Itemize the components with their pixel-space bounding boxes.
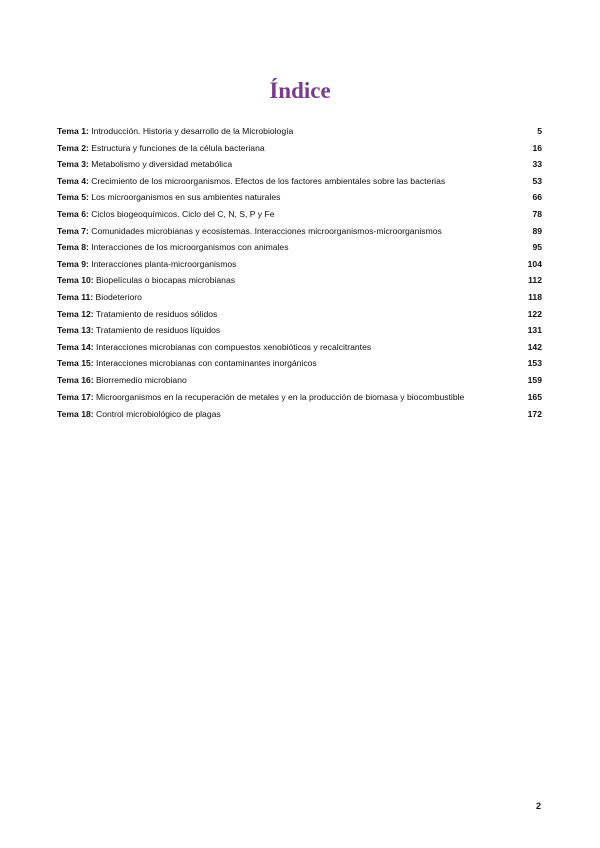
toc-label: Tema 3:	[57, 159, 89, 170]
toc-label: Tema 13:	[57, 325, 94, 336]
toc-row-5[interactable]	[57, 189, 542, 206]
toc-label: Tema 1:	[57, 126, 89, 136]
toc-page: 142	[527, 341, 542, 352]
toc-page: 172	[527, 408, 542, 419]
toc-row-13[interactable]	[57, 322, 542, 339]
toc-text: Biodeterioro	[95, 291, 142, 302]
toc-label: Tema 10:	[57, 275, 94, 286]
toc-label: Tema 6:	[57, 208, 89, 219]
toc-page: 122	[527, 308, 542, 319]
toc-row-9[interactable]	[57, 256, 542, 273]
toc-page: 104	[527, 258, 542, 269]
toc-text: Interacciones de los microorganismos con animales	[91, 242, 289, 253]
toc-text: Comunidades microbianas y ecosistemas. Interacciones microorganismos-microorganismos	[91, 225, 442, 236]
toc-text: Control microbiológico de plagas	[96, 408, 221, 419]
toc-page: 33	[532, 159, 542, 170]
toc-page: 53	[532, 175, 542, 186]
toc-label: Tema 12:	[57, 308, 94, 319]
toc-page: 118	[528, 291, 542, 302]
toc-row-14[interactable]	[57, 339, 542, 356]
toc-label: Tema 11:	[57, 291, 94, 302]
toc-label: Tema 2:	[57, 142, 89, 153]
toc-row-16[interactable]	[57, 372, 542, 389]
toc-text: Interacciones planta-microorganismos	[91, 258, 237, 269]
toc-label: Tema 9:	[57, 258, 89, 269]
toc-text: Microorganismos en la recuperación de metales y en la producción de biomasa y biocombustible	[96, 391, 465, 402]
toc-page: 5	[537, 126, 542, 136]
toc-text: Interacciones microbianas con contaminantes inorgánicos	[96, 358, 317, 369]
page-number: 2	[536, 801, 542, 811]
toc-page: 159	[527, 374, 542, 385]
toc-row-2[interactable]	[57, 140, 542, 157]
toc-page: 89	[532, 225, 542, 236]
toc-label: Tema 17:	[57, 391, 94, 402]
toc-text: Estructura y funciones de la célula bacteriana	[91, 142, 265, 153]
toc-label: Tema 15:	[57, 358, 94, 369]
toc-label: Tema 5:	[57, 192, 89, 203]
toc-row-4[interactable]	[57, 173, 542, 190]
toc-text: Tratamiento de residuos sólidos	[95, 308, 218, 319]
toc-row-1[interactable]	[57, 123, 542, 140]
toc-row-3[interactable]	[57, 156, 542, 173]
toc-text: Metabolismo y diversidad metabólica	[91, 159, 233, 170]
toc-page: 153	[527, 358, 542, 369]
toc-text: Interacciones microbianas con compuestos xenobióticos y recalcitrantes	[96, 341, 372, 352]
toc-text: Tratamiento de residuos líquidos	[95, 325, 221, 336]
toc-row-17[interactable]	[57, 389, 542, 406]
toc-text: Introducción. Historia y desarrollo de la Microbiología	[91, 126, 294, 136]
toc-row-8[interactable]	[57, 239, 542, 256]
toc-label: Tema 8:	[57, 242, 89, 253]
toc-text: Biorremedio microbiano	[96, 374, 187, 385]
toc-page: 66	[532, 192, 542, 203]
toc-page: 112	[528, 275, 542, 286]
toc-text: Biopelículas o biocapas microbianas	[96, 275, 236, 286]
toc-row-18[interactable]	[57, 406, 542, 423]
toc-row-12[interactable]	[57, 306, 542, 323]
page-title: Índice	[269, 78, 331, 103]
toc-text: Ciclos biogeoquímicos. Ciclo del C, N, S, P y Fe	[91, 208, 275, 219]
toc-page: 78	[532, 208, 542, 219]
toc-row-15[interactable]	[57, 355, 542, 372]
toc-label: Tema 7:	[57, 225, 89, 236]
toc-page: 16	[532, 142, 542, 153]
toc-row-7[interactable]	[57, 223, 542, 240]
toc-text: Los microorganismos en sus ambientes naturales	[91, 192, 281, 203]
toc-text: Crecimiento de los microorganismos. Efectos de los factores ambientales sobre las bacterias	[91, 175, 446, 186]
toc-label: Tema 16:	[57, 374, 94, 385]
toc-label: Tema 4:	[57, 175, 89, 186]
toc-label: Tema 18:	[57, 408, 94, 419]
toc-row-11[interactable]	[57, 289, 542, 306]
toc-row-10[interactable]	[57, 272, 542, 289]
toc-label: Tema 14:	[57, 341, 94, 352]
toc-page: 165	[527, 391, 542, 402]
toc-page: 95	[532, 242, 542, 253]
toc-page: 131	[527, 325, 542, 336]
toc-row-6[interactable]	[57, 206, 542, 223]
table-of-contents	[57, 123, 542, 422]
